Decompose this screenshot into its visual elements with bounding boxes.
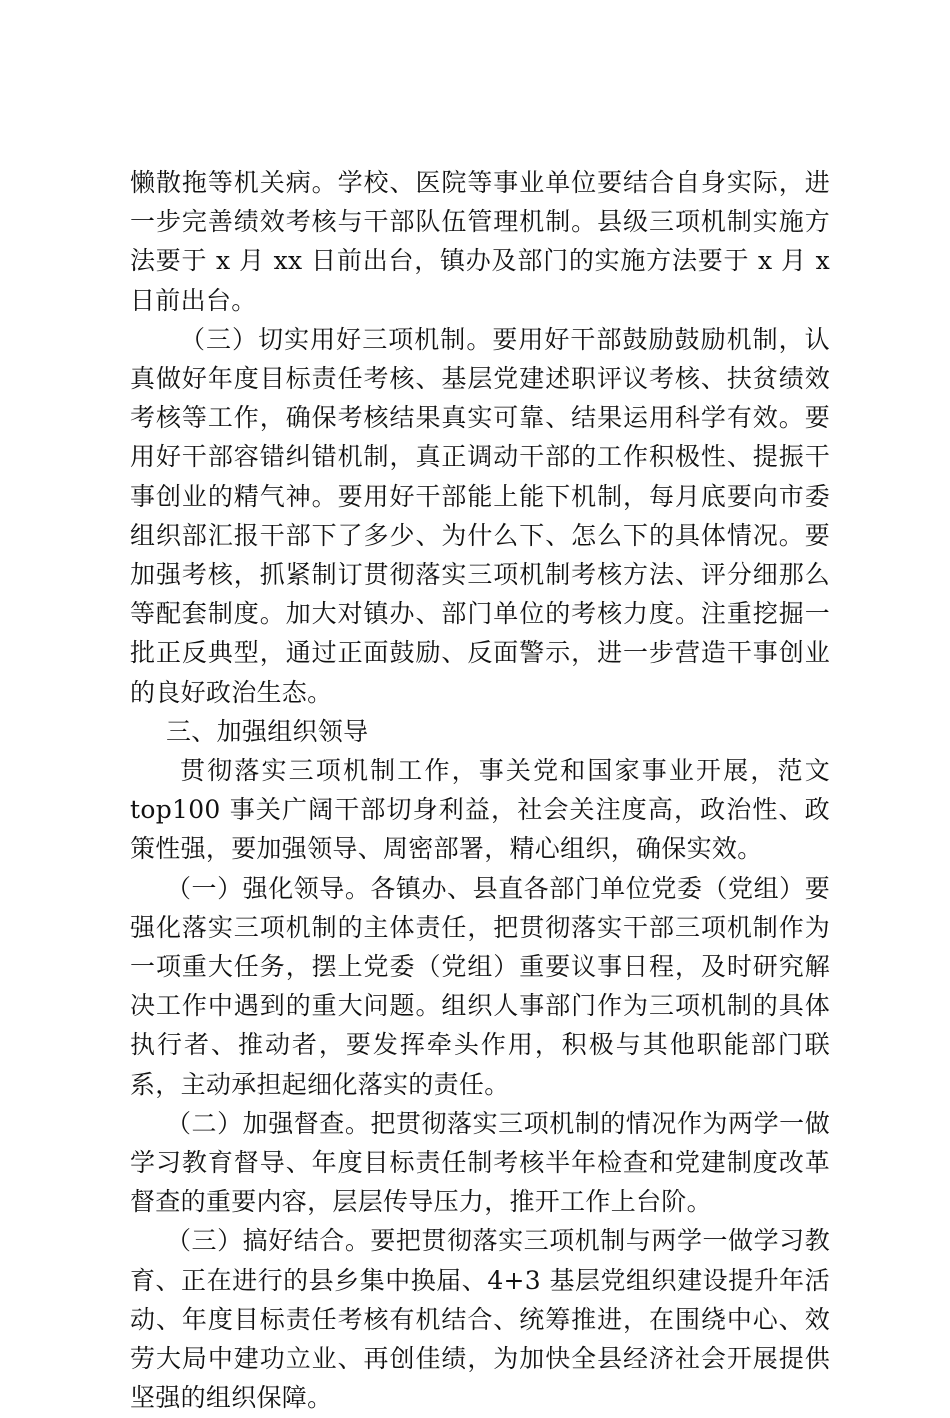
paragraph-subsection-3-use-mechanisms: （三）切实用好三项机制。要用好干部鼓励鼓励机制，认真做好年度目标责任考核、基层党建述职评议考核、扶贫绩效考核等工作，确保考核结果真实可靠、结果运用科学有效。要用好干部容错纠错机制，真正调动干部的工作积极性、提振干事创业的精气神。要用好干部能上能下机制，每月底要向市委组织部汇报干部下了多少、为什么下、怎么下的具体情况。要加强考核，抓紧制订贯彻落实三项机制考核方法、评分细那么等配套制度。加大对镇办、部门单位的考核力度。注重挖掘一批正反典型，通过正面鼓励、反面警示，进一步营造干事创业的良好政治生态。 [130,324,830,707]
paragraph-subsection-3-integration: （三）搞好结合。要把贯彻落实三项机制与两学一做学习教育、正在进行的县乡集中换届、4+3 基层党组织建设提升年活动、年度目标责任考核有机结合、统筹推进，在围绕中心、效劳大局中建功立业、再创佳绩，为加快全县经济社会开展提供坚强的组织保障。 [130,1226,830,1413]
section-heading-leadership: 三、加强组织领导 [166,716,369,746]
paragraph-subsection-2-supervision: （二）加强督查。把贯彻落实三项机制的情况作为两学一做学习教育督导、年度目标责任制考核半年检查和党建制度改革督查的重要内容，层层传导压力，推开工作上台阶。 [130,1108,830,1217]
document-body [130,163,830,1418]
paragraph-subsection-1-leadership: （一）强化领导。各镇办、县直各部门单位党委（党组）要强化落实三项机制的主体责任，把贯彻落实干部三项机制作为一项重大任务，摆上党委（党组）重要议事日程，及时研究解决工作中遇到的重大问题。组织人事部门作为三项机制的具体执行者、推动者，要发挥牵头作用，积极与其他职能部门联系，主动承担起细化落实的责任。 [130,873,830,1099]
paragraph-leadership-intro: 贯彻落实三项机制工作，事关党和国家事业开展，范文top100 事关广阔干部切身利益，社会关注度高，政治性、政策性强，要加强领导、周密部署，精心组织，确保实效。 [130,756,830,864]
paragraph-continuation: 懒散拖等机关病。学校、医院等事业单位要结合自身实际，进一步完善绩效考核与干部队伍管理机制。县级三项机制实施方法要于 x 月 xx 日前出台，镇办及部门的实施方法要于 x 月 x 日前出台。 [130,168,830,315]
